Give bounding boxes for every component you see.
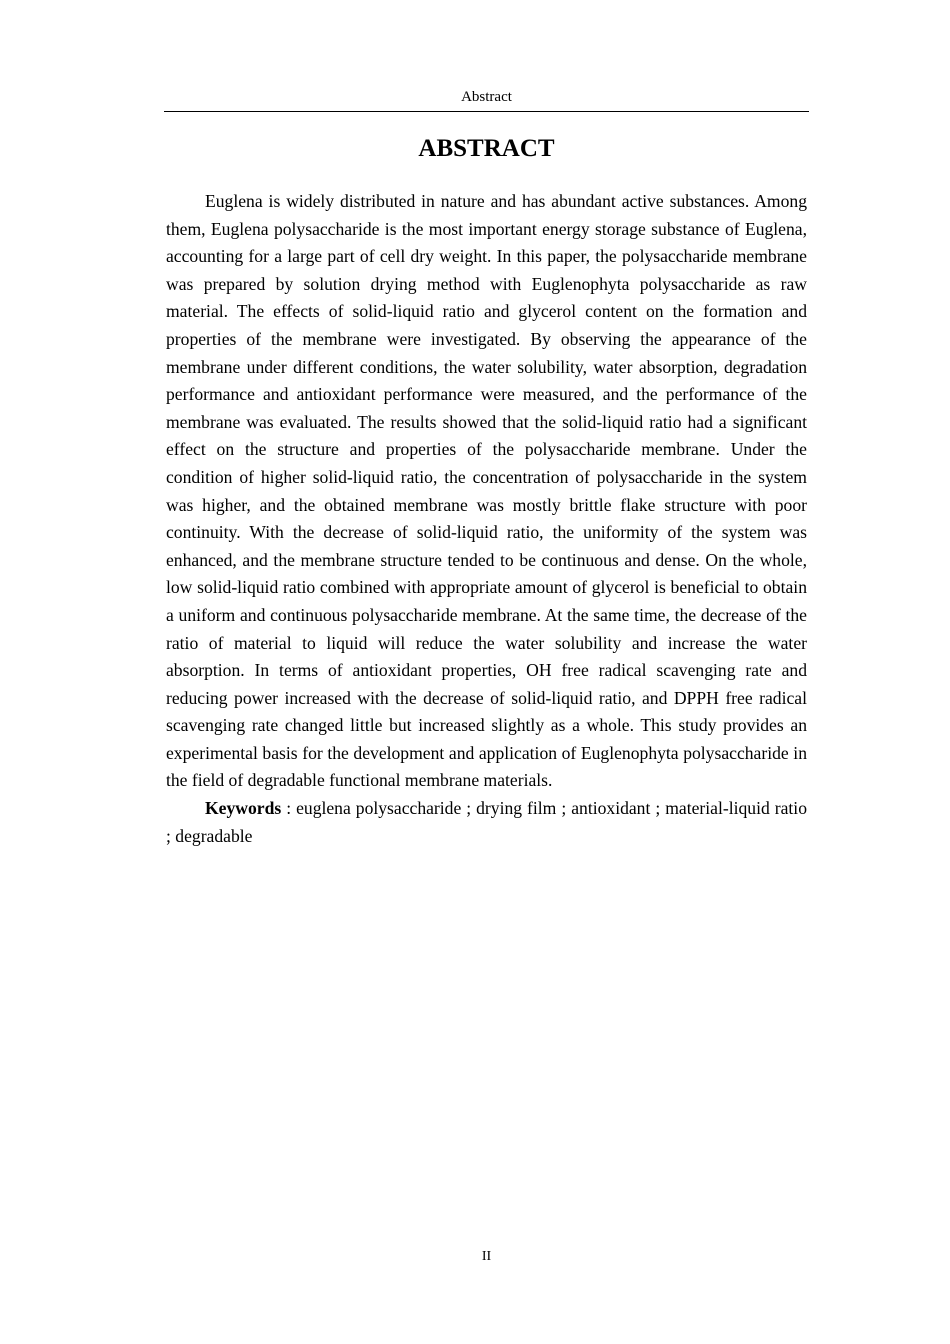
- keywords-line: [166, 795, 807, 850]
- page-number: II: [481, 1249, 492, 1264]
- keywords-text: : euglena polysaccharide ; drying film ; antioxidant ; material-liquid ratio ; degradable: [166, 798, 807, 846]
- header-divider: [164, 111, 809, 112]
- abstract-paragraph: Euglena is widely distributed in nature and has abundant active substances. Among them, Euglena polysaccharide is the most important energy storage substance of Euglena, accounting for a large part of cell dry weight. In this paper, the polysaccharide membrane was prepared by solution drying method with Euglenophyta polysaccharide as raw material. The effects of solid-liquid ratio and glycerol content on the formation and properties of the membrane were investigated. By observing the appearance of the membrane under different conditions, the water solubility, water absorption, degradation performance and antioxidant performance were measured, and the performance of the membrane was evaluated. The results showed that the solid-liquid ratio had a significant effect on the structure and properties of the polysaccharide membrane. Under the condition of higher solid-liquid ratio, the concentration of polysaccharide in the system was higher, and the obtained membrane was mostly brittle flake structure with poor continuity. With the decrease of solid-liquid ratio, the uniformity of the system was enhanced, and the membrane structure tended to be continuous and dense. On the whole, low solid-liquid ratio combined with appropriate amount of glycerol is beneficial to obtain a uniform and continuous polysaccharide membrane. At the same time, the decrease of the ratio of material to liquid will reduce the water solubility and increase the water absorption. In terms of antioxidant properties, OH free radical scavenging rate and reducing power increased with the decrease of solid-liquid ratio, and DPPH free radical scavenging rate changed little but increased slightly as a whole. This study provides an experimental basis for the development and application of Euglenophyta polysaccharide in the field of degradable functional membrane materials.: [166, 191, 807, 791]
- keywords-label: Keywords: [205, 798, 282, 819]
- page-title: ABSTRACT: [418, 135, 555, 162]
- running-header: Abstract: [461, 89, 512, 105]
- abstract-body: [166, 188, 807, 850]
